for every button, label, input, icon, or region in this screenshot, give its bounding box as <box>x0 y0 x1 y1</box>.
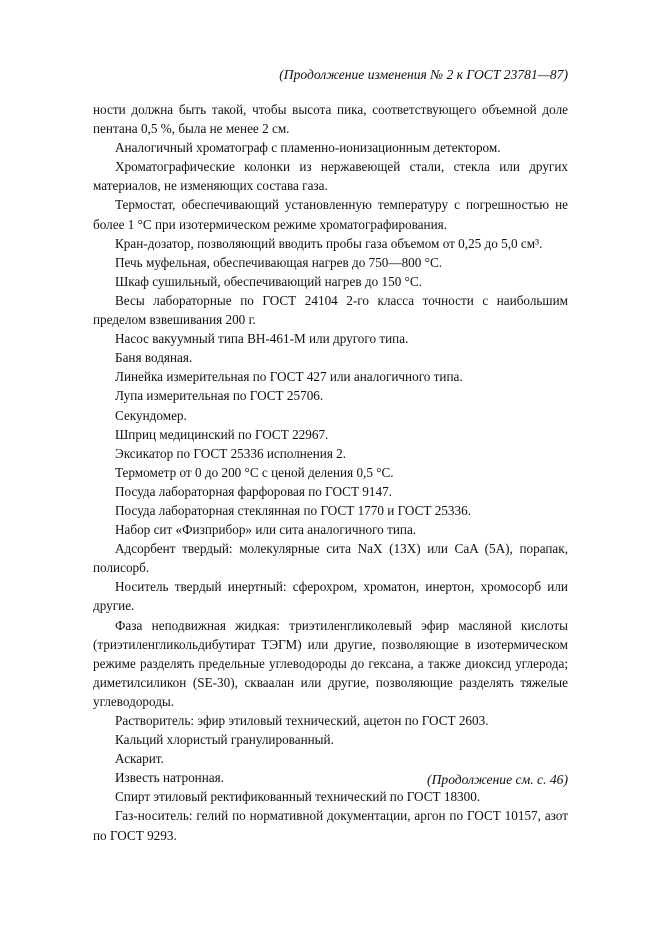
paragraph-dosing-valve: Кран-дозатор, позволяющий вводить пробы газа объемом от 0,25 до 5,0 см³. <box>115 235 543 251</box>
paragraph-columns: Хроматографические колонки из нержавеющей стали, стекла или других материалов, не изменяющих состава газа. <box>93 159 568 194</box>
paragraph-ethanol: Спирт этиловый ректификованный технический по ГОСТ 18300. <box>115 789 481 805</box>
paragraph-glassware: Посуда лабораторная стеклянная по ГОСТ 1770 и ГОСТ 25336. <box>115 502 471 518</box>
paragraph-desiccator: Эксикатор по ГОСТ 25336 исполнения 2. <box>115 445 347 461</box>
page-header: (Продолжение изменения № 2 к ГОСТ 23781—87) <box>279 67 568 82</box>
paragraph-ascarite: Аскарит. <box>115 751 164 767</box>
paragraph-muffle-furnace: Печь муфельная, обеспечивающая нагрев до 750—800 °С. <box>115 254 443 270</box>
page-footer: (Продолжение см. с. 46) <box>427 772 568 787</box>
paragraph-drying-cabinet: Шкаф сушильный, обеспечивающий нагрев до 150 °С. <box>115 273 422 289</box>
paragraph-soda-lime: Известь натронная. <box>115 770 225 786</box>
paragraph-chromatograph: Аналогичный хроматограф с пламенно-ионизационным детектором. <box>115 140 501 156</box>
paragraph-thermometer: Термометр от 0 до 200 °С с ценой деления 0,5 °С. <box>115 464 394 480</box>
paragraph-vacuum-pump: Насос вакуумный типа ВН-461-М или другого типа. <box>115 331 409 347</box>
paragraph-carrier: Носитель твердый инертный: сферохром, хроматон, инертон, хромосорб или другие. <box>93 579 568 614</box>
paragraph-syringe: Шприц медицинский по ГОСТ 22967. <box>115 426 329 442</box>
paragraph-water-bath: Баня водяная. <box>115 350 193 366</box>
paragraph-stopwatch: Секундомер. <box>115 407 187 423</box>
paragraph-calcium-chloride: Кальций хлористый гранулированный. <box>115 732 334 748</box>
paragraph-adsorbent: Адсорбент твердый: молекулярные сита NaX (13X) или CaA (5A), порапак, полисорб. <box>93 541 568 576</box>
paragraph-continuation: ности должна быть такой, чтобы высота пика, соответствующего объемной доле пентана 0,5 %, была не менее 2 см. <box>93 102 568 137</box>
paragraph-stationary-phase: Фаза неподвижная жидкая: триэтиленгликолевый эфир масляной кислоты (триэтиленгликольдибутират ТЭГМ) или другие, позволяющие в изотермическом режиме разделять предельные углеводороды до гексана, а также диоксид углерода; диметилсиликон (SE-30), скваалан или другие, позволяющие разделять тяжелые углеводороды. <box>93 617 568 709</box>
document-body <box>93 100 568 845</box>
paragraph-ruler: Линейка измерительная по ГОСТ 427 или аналогичного типа. <box>115 369 463 385</box>
paragraph-sieves: Набор сит «Физприбор» или сита аналогичного типа. <box>115 522 417 538</box>
paragraph-scales: Весы лабораторные по ГОСТ 24104 2-го класса точности с наибольшим пределом взвешивания 200 г. <box>93 292 568 328</box>
paragraph-magnifier: Лупа измерительная по ГОСТ 25706. <box>115 388 324 404</box>
paragraph-thermostat: Термостат, обеспечивающий установленную температуру с погрешностью не более 1 °С при изотермическом режиме хроматографирования. <box>93 197 568 232</box>
paragraph-carrier-gas: Газ-носитель: гелий по нормативной документации, аргон по ГОСТ 10157, азот по ГОСТ 9293. <box>93 808 568 843</box>
paragraph-porcelain-ware: Посуда лабораторная фарфоровая по ГОСТ 9147. <box>115 483 392 499</box>
paragraph-solvent: Растворитель: эфир этиловый технический, ацетон по ГОСТ 2603. <box>115 713 489 728</box>
